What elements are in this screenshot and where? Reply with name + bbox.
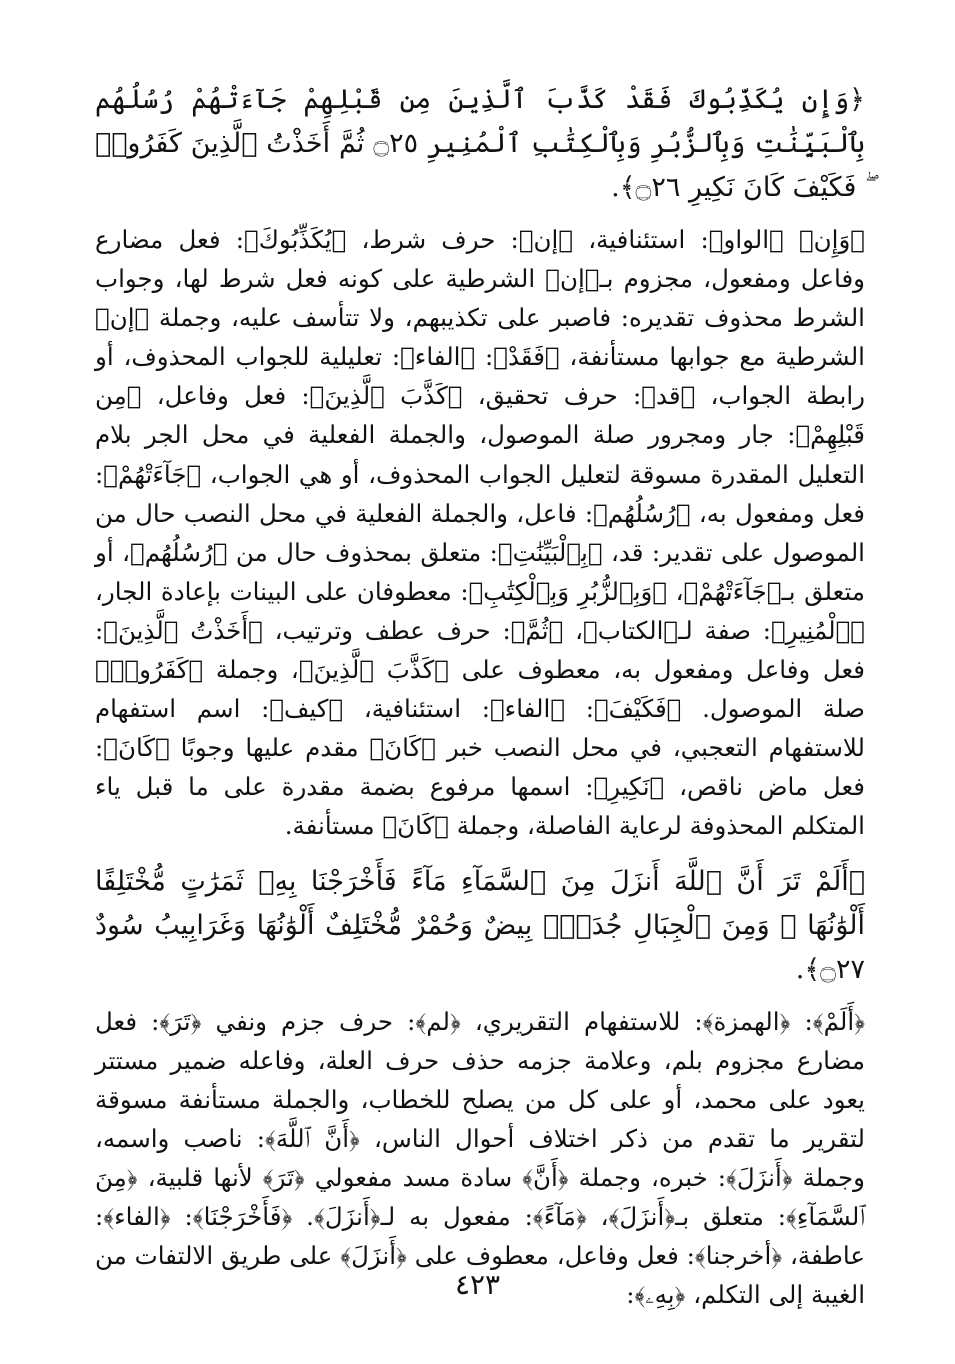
page-number: ٤٢٣ (454, 1268, 501, 1301)
page-content (95, 78, 865, 1328)
quran-verse-25-26: ﴿وَإِن يُكَذِّبُوكَ فَقَدْ كَذَّبَ ٱلَّذِينَ مِن قَبْلِهِمْ جَآءَتْهُمْ رُسُلُهُم بِٱلْبَيِّنَٰتِ وَبِٱلزُّبُرِ وَبِٱلْكِتَٰبِ ٱلْمُنِيرِ ۝٢٥ ثُمَّ أَخَذْتُ ٱلَّذِينَ كَفَرُوا۟ ۖ فَكَيْفَ كَانَ نَكِيرِ ۝٢٦﴾. (95, 84, 865, 203)
grammar-analysis-paragraph-1: ﴿وَإِن﴾ ﴿الواو﴾: استئنافية، ﴿إن﴾: حرف شرط، ﴿يُكَذِّبُوكَ﴾: فعل مضارع وفاعل ومفعول، مجزوم بـ﴿إن﴾ الشرطية على كونه فعل شرط لها، وجواب الشرط محذوف تقديره: فاصبر على تكذيبهم، ولا تتأسف عليه، وجملة ﴿إن﴾ الشرطية مع جوابها مستأنفة، ﴿فَقَدْ﴾: ﴿الفاء﴾: تعليلية للجواب المحذوف، أو رابطة الجواب، ﴿قد﴾: حرف تحقيق، ﴿كَذَّبَ ٱلَّذِينَ﴾: فعل وفاعل، ﴿مِن قَبْلِهِمْ﴾: جار ومجرور صلة الموصول، والجملة الفعلية في محل الجر بلام التعليل المقدرة مسوقة لتعليل الجواب المحذوف، أو هي الجواب، ﴿جَآءَتْهُمْ﴾: فعل ومفعول به، ﴿رُسُلُهُم﴾: فاعل، والجملة الفعلية في محل النصب حال من الموصول على تقدير: قد، ﴿بِٱلْبَيِّنَٰتِ﴾: متعلق بمحذوف حال من ﴿رُسُلُهُم﴾، أو متعلق بـ﴿جَآءَتْهُمْ﴾، ﴿وَبِٱلزُّبُرِ وَبِٱلْكِتَٰبِ﴾: معطوفان على البينات بإعادة الجار، ﴿ٱلْمُنِيرِ﴾: صفة لـ﴿الكتاب﴾، ﴿ثُمَّ﴾: حرف عطف وترتيب، ﴿أَخَذْتُ ٱلَّذِينَ﴾: فعل وفاعل ومفعول به، معطوف على ﴿كَذَّبَ ٱلَّذِينَ﴾، وجملة ﴿كَفَرُوا۟﴾ صلة الموصول. ﴿فَكَيْفَ﴾: ﴿الفاء﴾: استئنافية، ﴿كيف﴾: اسم استفهام للاستفهام التعجبي، في محل النصب خبر ﴿كَانَ﴾ مقدم عليها وجوبًا ﴿كَانَ﴾: فعل ماض ناقص، ﴿نَكِيرِ﴾: اسمها مرفوع بضمة مقدرة على ما قبل ياء المتكلم المحذوفة لرعاية الفاصلة، وجملة ﴿كَانَ﴾ مستأنفة. (95, 225, 865, 841)
grammar-analysis-paragraph-2: ﴿أَلَمْ﴾: ﴿الهمزة﴾: للاستفهام التقريري، ﴿لم﴾: حرف جزم ونفي ﴿تَرَ﴾: فعل مضارع مجزوم بلم، وعلامة جزمه حذف حرف العلة، وفاعله ضمير مستتر يعود على محمد، أو على كل من يصلح للخطاب، والجملة مستأنفة مسوقة لتقرير ما تقدم من ذكر اختلاف أحوال الناس، ﴿أَنَّ ٱللَّهَ﴾: ناصب واسمه، وجملة ﴿أَنزَلَ﴾: خبره، وجملة ﴿أَنَّ﴾ سادة مسد مفعولي ﴿تَرَ﴾ لأنها قلبية، ﴿مِنَ ٱلسَّمَآءِ﴾: متعلق بـ﴿أَنزَلَ﴾، ﴿مَآءً﴾: مفعول به لـ﴿أَنزَلَ﴾. ﴿فَأَخْرَجْنَا﴾: ﴿الفاء﴾: عاطفة، ﴿أخرجنا﴾: فعل وفاعل، معطوف على ﴿أَنزَلَ﴾ على طريق الالتفات من الغيبة إلى التكلم، ﴿بِهِۦ﴾: (95, 1006, 865, 1310)
quran-verse-27: ﴿أَلَمْ تَرَ أَنَّ ٱللَّهَ أَنزَلَ مِنَ ٱلسَّمَآءِ مَآءً فَأَخْرَجْنَا بِهِۦ ثَمَرَٰتٍ مُّخْتَلِفًا أَلْوَٰنُهَا ۚ وَمِنَ ٱلْجِبَالِ جُدَدٌۢ بِيضٌ وَحُمْرٌ مُّخْتَلِفٌ أَلْوَٰنُهَا وَغَرَابِيبُ سُودٌ ۝٢٧﴾. (95, 865, 865, 985)
